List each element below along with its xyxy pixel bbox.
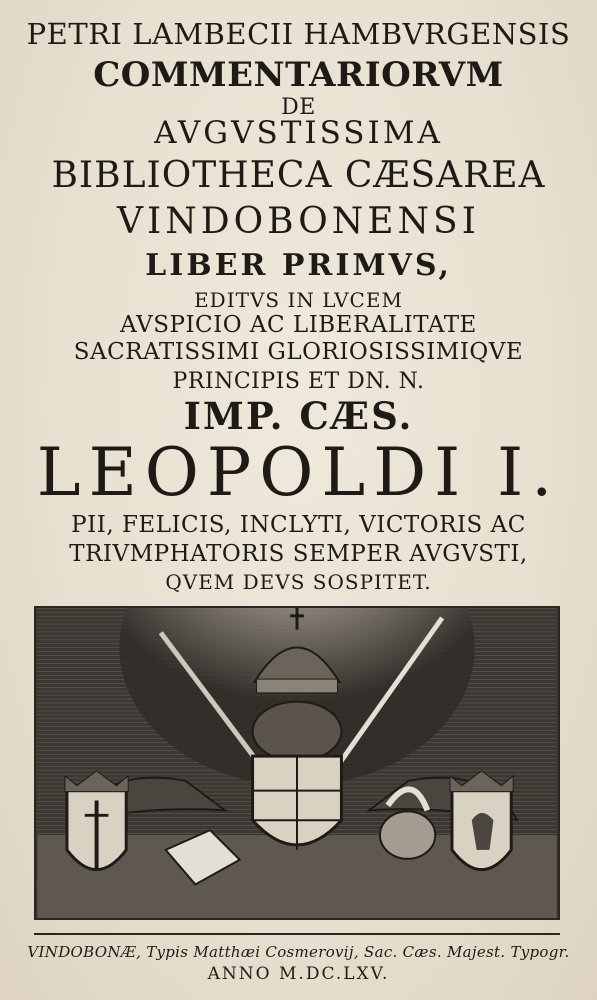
title-line-author: PETRI LAMBECII HAMBVRGENSIS [26,17,571,51]
imprint-year-line: ANNO M.DC.LXV. [207,964,390,984]
title-line-leopoldi: LEOPOLDI I. [36,434,561,511]
title-line-de: DE [281,95,316,120]
title-line-auspicio: AVSPICIO AC LIBERALITATE [120,312,477,338]
title-line-quem-deus: QVEM DEVS SOSPITET. [165,570,432,594]
title-line-imp-caes: IMP. CÆS. [183,394,414,438]
imprint-top-rule [34,933,560,935]
title-line-commentariorum: COMMENTARIORVM [93,55,504,95]
imprint-printer-line: VINDOBONÆ, Typis Matthæi Cosmerovij, Sac. Cæs. Majest. Typogr. [27,943,570,961]
imperial-eagle-crest-icon [36,608,558,918]
title-line-editus: EDITVS IN LVCEM [194,288,403,312]
title-line-avgvstissima: AVGVSTISSIMA [154,115,443,151]
title-line-sacratissimi: SACRATISSIMI GLORIOSISSIMIQVE [73,339,524,365]
title-line-vindobonensi: VINDOBONENSI [117,201,480,242]
title-line-liber-primus: LIBER PRIMVS, [145,248,452,283]
title-line-pii-felicis: PII, FELICIS, INCLYTI, VICTORIS AC [71,512,526,538]
title-line-bibliotheca: BIBLIOTHECA CÆSAREA [51,155,546,196]
title-line-principis: PRINCIPIS ET DN. N. [172,369,425,394]
title-line-triumphatoris: TRIVMPHATORIS SEMPER AVGVSTI, [69,541,528,567]
engraved-vignette [34,606,560,920]
